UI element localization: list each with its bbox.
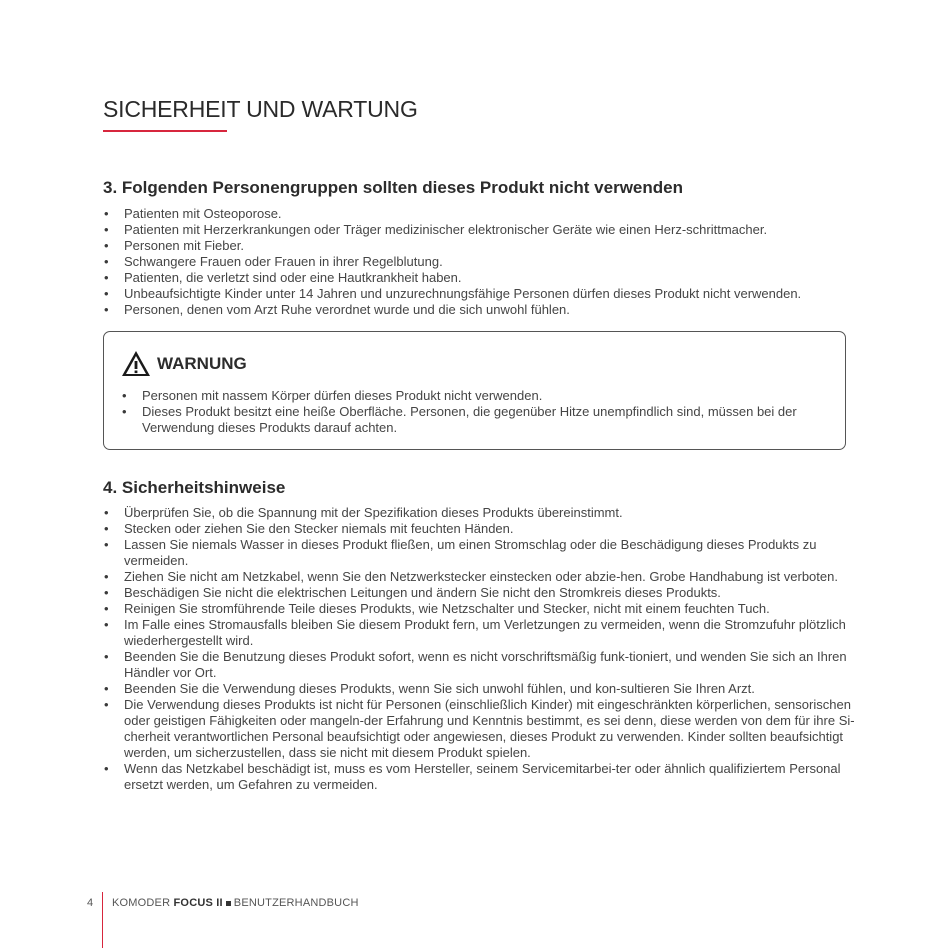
list-item: • Unbeaufsichtigte Kinder unter 14 Jahren und unzurechnungsfähige Personen dürfen dieses Produkt nicht verwenden. bbox=[103, 286, 863, 302]
list-item: • Patienten, die verletzt sind oder eine Hautkrankheit haben. bbox=[103, 270, 863, 286]
list-item: • Schwangere Frauen oder Frauen in ihrer Regelblutung. bbox=[103, 254, 863, 270]
list-item: • Personen mit Fieber. bbox=[103, 238, 863, 254]
list-item: • Lassen Sie niemals Wasser in dieses Produkt fließen, um einen Stromschlag oder die Beschädigung dieses Produkts zu vermeiden. bbox=[103, 537, 863, 569]
footer-doc-name: BENUTZERHANDBUCH bbox=[233, 897, 359, 909]
section-4-heading: 4. Sicherheitshinweise bbox=[103, 478, 286, 497]
list-item: • Im Falle eines Stromausfalls bleiben Sie diesem Produkt fern, um Verletzungen zu vermeiden, wenn die Stromzufuhr plötzlich wiederhergestellt wird. bbox=[103, 617, 863, 649]
list-item: • Wenn das Netzkabel beschädigt ist, muss es vom Hersteller, seinem Servicemitarbei-ter oder ähnlich qualifiziertem Personal ersetzt werden, um Gefahren zu vermeiden. bbox=[103, 761, 863, 793]
footer-text bbox=[112, 897, 359, 909]
list-item: • Patienten mit Herzerkrankungen oder Träger medizinischer elektronischer Geräte wie einen Herz-schrittmacher. bbox=[103, 222, 863, 238]
list-item: • Reinigen Sie stromführende Teile dieses Produkts, wie Netzschalter und Stecker, nicht mit einem feuchten Tuch. bbox=[103, 601, 863, 617]
page-footer bbox=[87, 897, 359, 909]
list-item: • Die Verwendung dieses Produkts ist nicht für Personen (einschließlich Kinder) mit eingeschränkten körperlichen, sensorischen oder geistigen Fähigkeiten oder mangeln-der Erfahrung und Kenntnis bestimmt, es sei denn, diese werden von dem für ihre Si-cherheit verantwortlichen Personal beaufsichtigt oder angewiesen, dieses Produkt zu verwenden. Kinder sollten beaufsichtigt werden, um sicherzustellen, dass sie nicht mit diesem Produkt spielen. bbox=[103, 697, 863, 761]
footer-brand-prefix: KOMODER bbox=[112, 897, 171, 909]
warning-list bbox=[121, 388, 821, 436]
section-4-list bbox=[103, 505, 863, 793]
list-item: • Patienten mit Osteoporose. bbox=[103, 206, 863, 222]
title-underline bbox=[103, 130, 227, 132]
warning-box bbox=[103, 331, 846, 450]
footer-brand-model: FOCUS II bbox=[173, 897, 223, 909]
list-item: • Personen, denen vom Arzt Ruhe verordnet wurde und die sich unwohl fühlen. bbox=[103, 302, 863, 318]
footer-separator bbox=[226, 901, 231, 906]
list-item: • Überprüfen Sie, ob die Spannung mit der Spezifikation dieses Produkts übereinstimmt. bbox=[103, 505, 863, 521]
section-3-list bbox=[103, 206, 863, 318]
list-item: • Beenden Sie die Verwendung dieses Produkts, wenn Sie sich unwohl fühlen, und kon-sultieren Sie Ihren Arzt. bbox=[103, 681, 863, 697]
warning-triangle-icon bbox=[121, 350, 151, 377]
page-title: SICHERHEIT UND WARTUNG bbox=[103, 96, 418, 122]
section-3-heading: 3. Folgenden Personengruppen sollten dieses Produkt nicht verwenden bbox=[103, 178, 683, 197]
list-item: • Beschädigen Sie nicht die elektrischen Leitungen und ändern Sie nicht den Stromkreis dieses Produkts. bbox=[103, 585, 863, 601]
list-item: • Ziehen Sie nicht am Netzkabel, wenn Sie den Netzwerkstecker einstecken oder abzie-hen. Grobe Handhabung ist verboten. bbox=[103, 569, 863, 585]
list-item: • Personen mit nassem Körper dürfen dieses Produkt nicht verwenden. bbox=[121, 388, 821, 404]
list-item: • Dieses Produkt besitzt eine heiße Oberfläche. Personen, die gegenüber Hitze unempfindlich sind, müssen bei der Verwendung dieses Produkts darauf achten. bbox=[121, 404, 821, 436]
warning-header bbox=[121, 350, 247, 377]
warning-title: WARNUNG bbox=[157, 353, 247, 373]
list-item: • Beenden Sie die Benutzung dieses Produkt sofort, wenn es nicht vorschriftsmäßig funk-tioniert, und wenden Sie sich an Ihren Händler vor Ort. bbox=[103, 649, 863, 681]
footer-accent-line bbox=[102, 892, 103, 948]
list-item: • Stecken oder ziehen Sie den Stecker niemals mit feuchten Händen. bbox=[103, 521, 863, 537]
page-number: 4 bbox=[87, 897, 94, 909]
